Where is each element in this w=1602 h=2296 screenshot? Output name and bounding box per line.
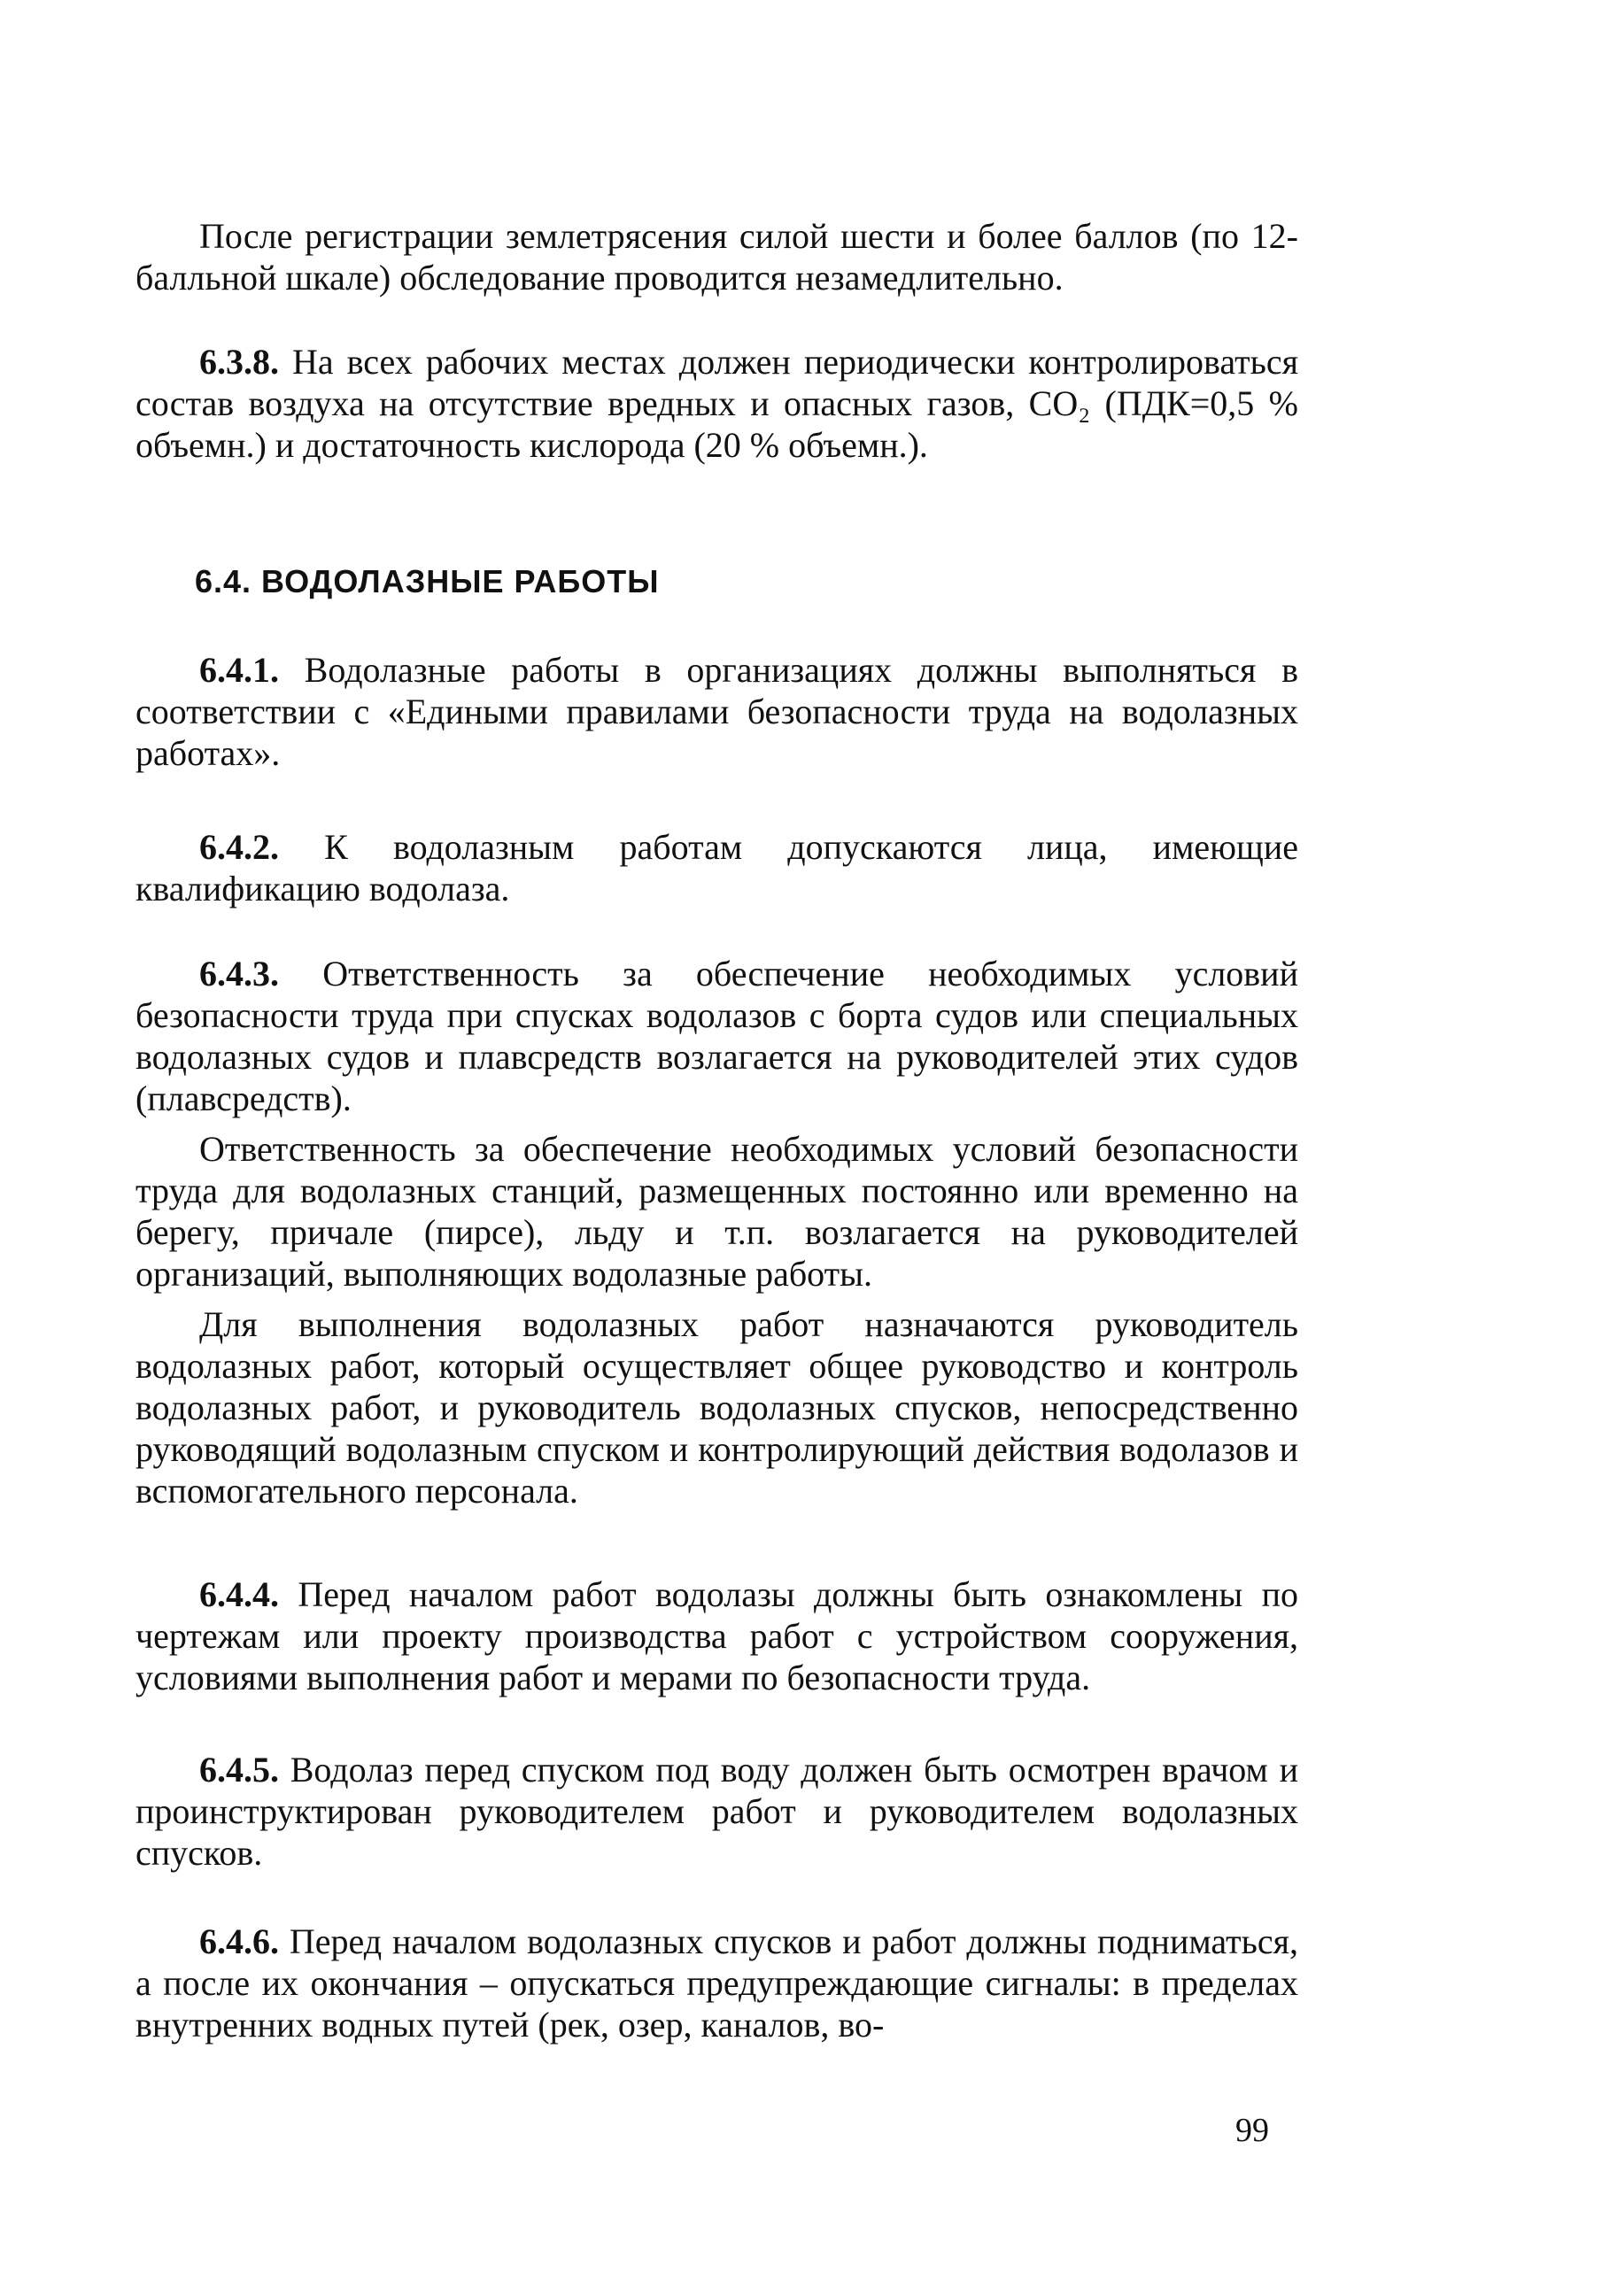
clause-number: 6.4.5. bbox=[199, 1750, 279, 1790]
clause-6-4-1 bbox=[135, 649, 1298, 774]
page-number: 99 bbox=[1235, 2112, 1269, 2149]
clause-text: Перед началом водолазных спусков и работ должны подниматься, а после их окончания – опускаться предупреждающие сигналы: в пределах внутренних водных путей (рек, озер, каналов, во- bbox=[135, 1921, 1298, 2045]
clause-6-3-8 bbox=[135, 341, 1298, 466]
clause-number: 6.3.8. bbox=[199, 342, 279, 382]
clause-number: 6.4.4. bbox=[199, 1574, 279, 1614]
clause-6-4-2 bbox=[135, 826, 1298, 909]
clause-6-4-5 bbox=[135, 1749, 1298, 1874]
clause-text: Водолазные работы в организациях должны выполняться в соответствии с «Едиными правилами безопасности труда на водолазных работах». bbox=[135, 650, 1298, 773]
clause-paragraph: Ответственность за обеспечение необходимых условий безопасности труда для водолазных станций, размещенных постоянно или временно на берегу, причале (пирсе), льду и т.п. возлагается на руководителей организаций, выполняющих водолазные работы. bbox=[135, 1129, 1298, 1294]
intro-paragraph bbox=[135, 215, 1298, 298]
clause-paragraph: Для выполнения водолазных работ назначаются руководитель водолазных работ, который осуществляет общее руководство и контроль водолазных работ, и руководитель водолазных спусков, непосредственно руководящий водолазным спуском и контролирующий действия водолазов и вспомогательного персонала. bbox=[135, 1304, 1298, 1511]
clause-number: 6.4.3. bbox=[199, 954, 279, 993]
section-heading: 6.4. ВОДОЛАЗНЫЕ РАБОТЫ bbox=[195, 563, 660, 599]
clause-text: Перед началом работ водолазы должны быть ознакомлены по чертежам или проекту производства работ с устройством сооружения, условиями выполнения работ и мерами по безопасности труда. bbox=[135, 1574, 1298, 1697]
clause-number: 6.4.6. bbox=[199, 1921, 279, 1961]
clause-text: Ответственность за обеспечение необходимых условий безопасности труда при спусках водолазов с борта судов или специальных водолазных судов и плавсредств возлагается на руководителей этих судов (плавсредств). bbox=[135, 954, 1298, 1118]
clause-text: Водолаз перед спуском под воду должен быть осмотрен врачом и проинструктирован руководителем работ и руководителем водолазных спусков. bbox=[135, 1750, 1298, 1873]
clause-6-4-3 bbox=[135, 953, 1298, 1511]
intro-text: После регистрации землетрясения силой шести и более баллов (по 12-балльной шкале) обследование проводится незамедлительно. bbox=[135, 216, 1298, 298]
clause-6-4-6 bbox=[135, 1921, 1298, 2045]
clause-number: 6.4.1. bbox=[199, 650, 279, 690]
clause-number: 6.4.2. bbox=[199, 827, 279, 867]
clause-text: К водолазным работам допускаются лица, имеющие квалификацию водолаза. bbox=[135, 827, 1298, 908]
clause-6-4-4 bbox=[135, 1573, 1298, 1698]
clause-text: На всех рабочих местах должен периодически контролироваться состав воздуха на отсутствие вредных и опасных газов, CO₂ (ПДК=0,5 % объемн.) и достаточность кислорода (20 % объемн.). bbox=[135, 342, 1298, 465]
